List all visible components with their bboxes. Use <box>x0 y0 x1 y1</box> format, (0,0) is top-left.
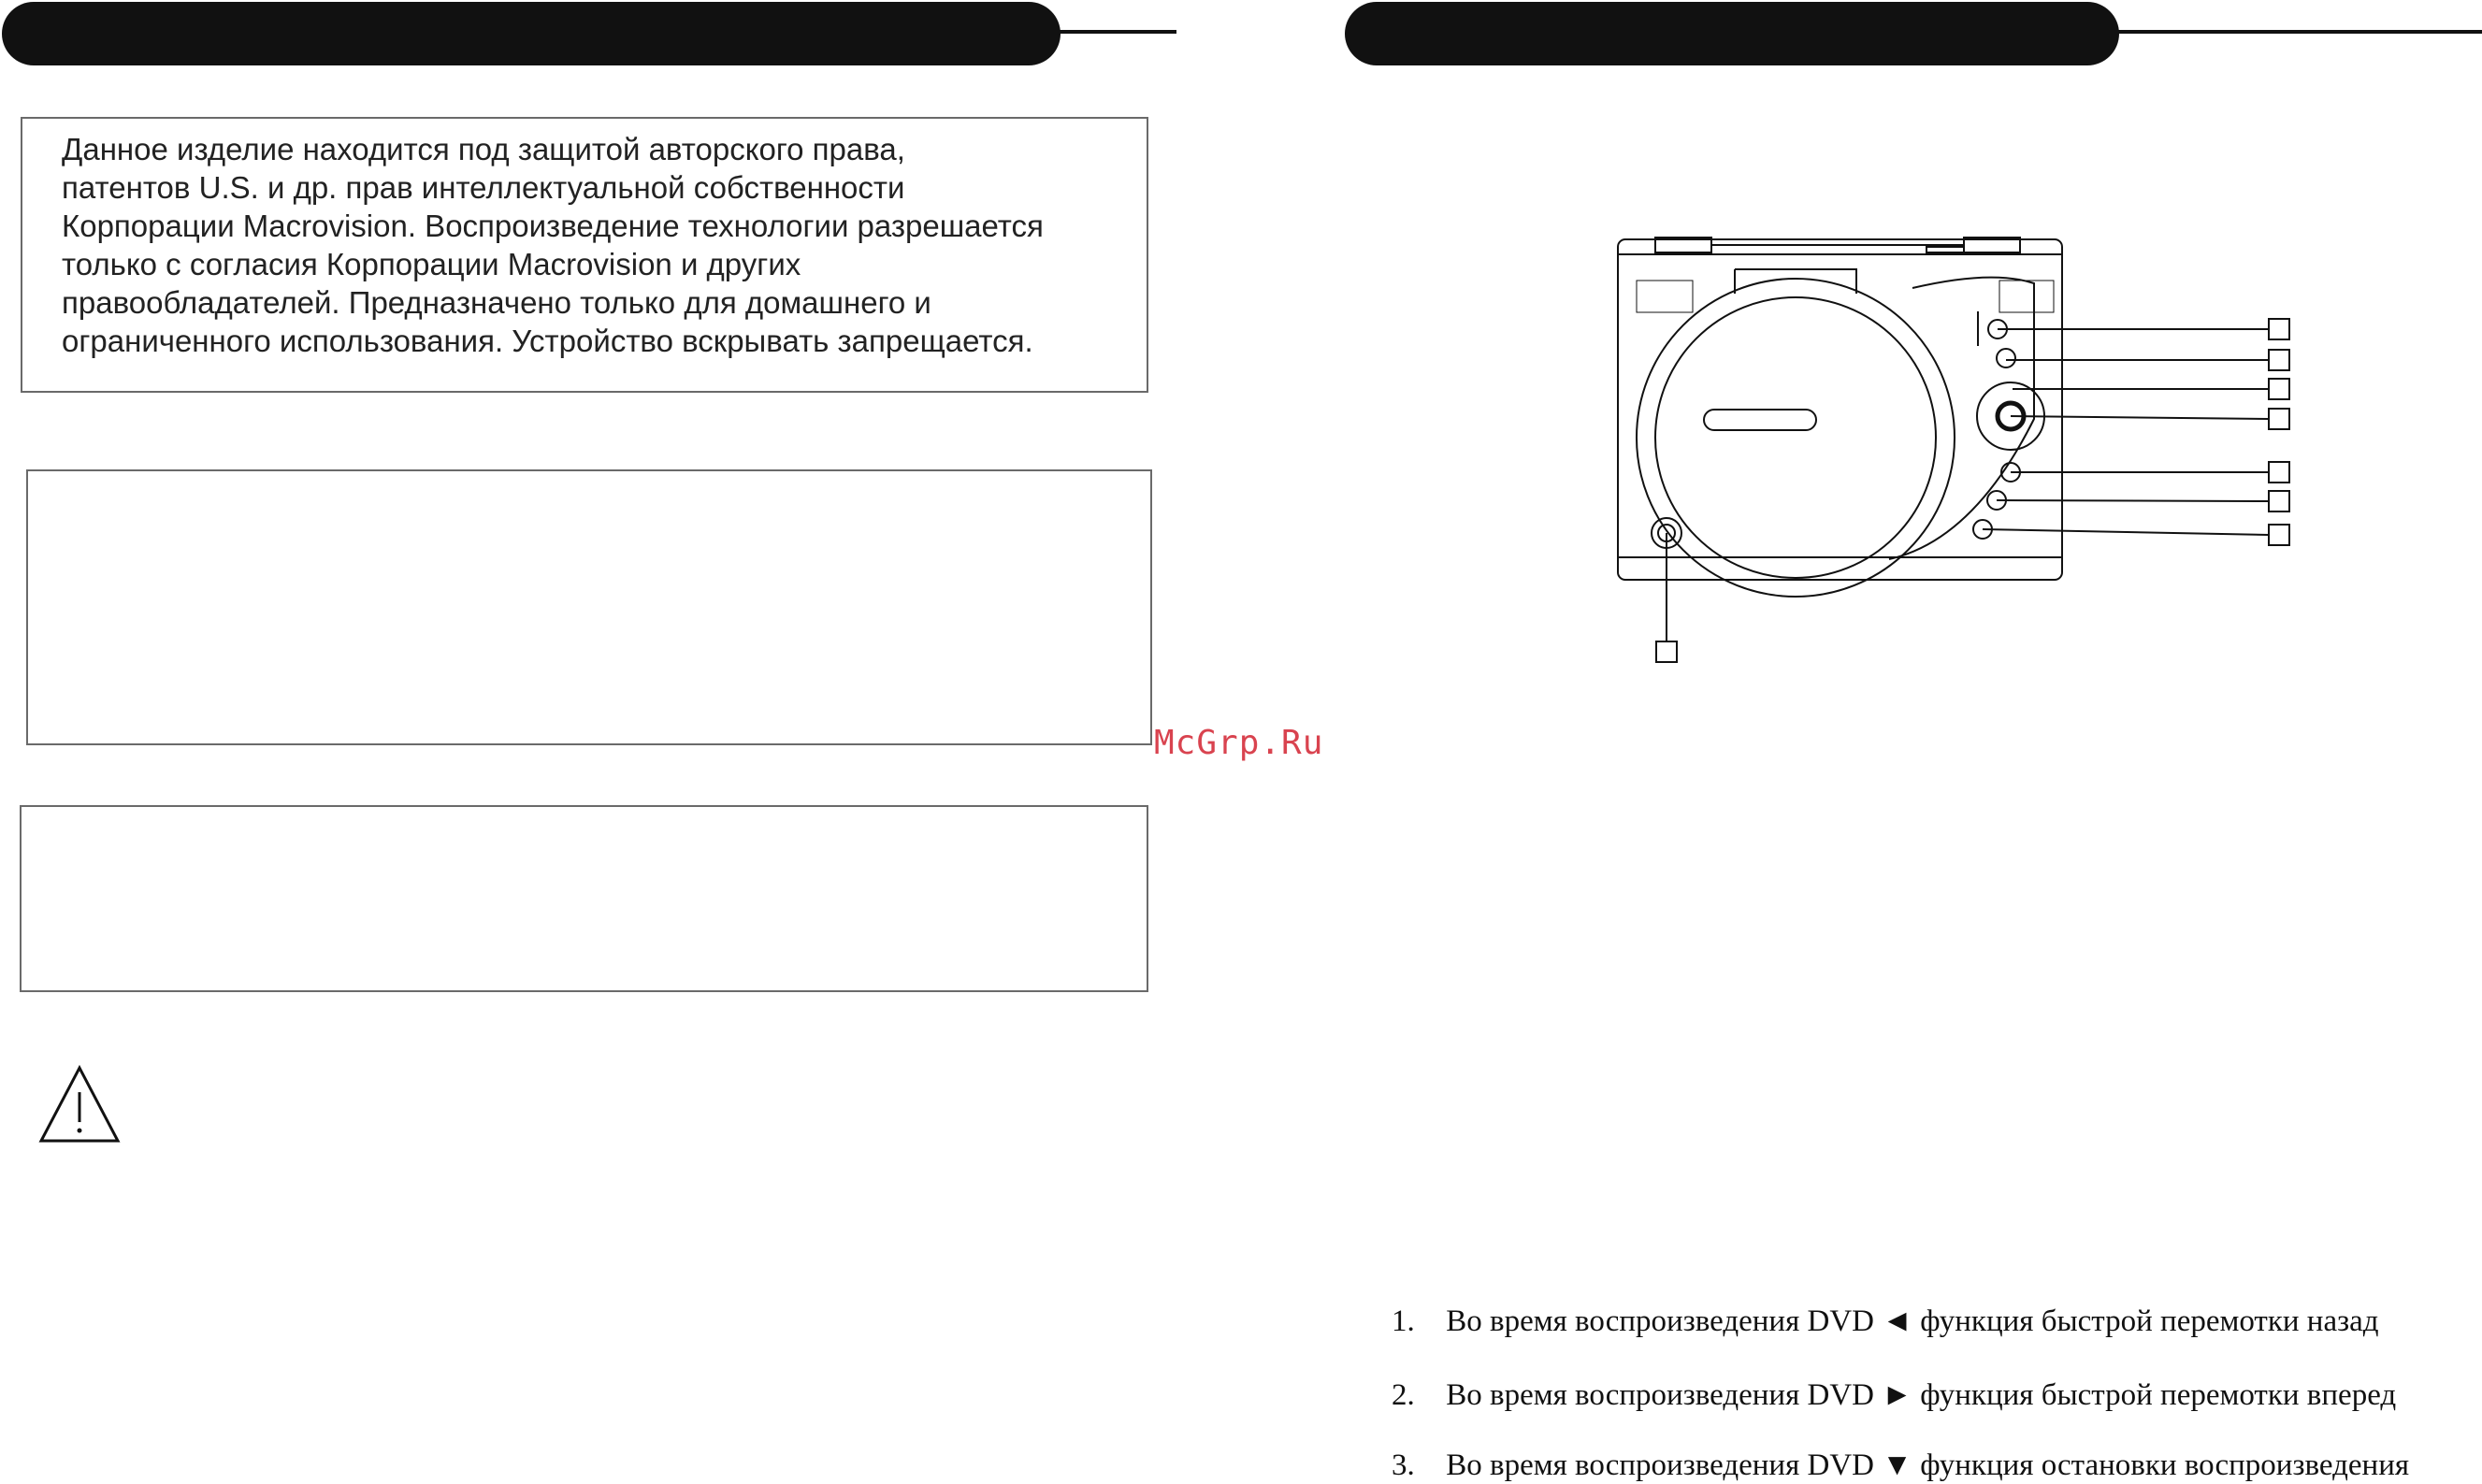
copyright-notice-box <box>21 117 1148 393</box>
left-header-bar <box>2 2 1061 65</box>
empty-notice-box-2 <box>20 805 1148 992</box>
step-item-1 <box>1392 1304 2379 1339</box>
arrow-down-icon: ▼ <box>1882 1448 1912 1482</box>
watermark-text: McGrp.Ru <box>1154 724 1324 762</box>
device-front-panel-diagram <box>1609 232 2310 671</box>
step-item-3 <box>1392 1448 2409 1483</box>
step-number: 1. <box>1392 1304 1415 1338</box>
step-number: 2. <box>1392 1378 1415 1412</box>
step-text-before: Во время воспроизведения DVD <box>1446 1448 1875 1482</box>
left-header-rule <box>1029 30 1176 34</box>
step-item-2 <box>1392 1378 2396 1413</box>
step-text-after: функция быстрой перемотки назад <box>1920 1304 2379 1338</box>
copyright-notice-text: Данное изделие находится под защитой авторского права, патентов U.S. и др. прав интеллектуальной собственности Корпорации Macrovision. Воспроизведение технологии разрешается только с согласия Корпорации Macrovision и других правообладателей. Предназначено только для домашнего и ограниченного использования. Устройство вскрывать запрещается. <box>62 132 1044 358</box>
step-text-before: Во время воспроизведения DVD <box>1446 1378 1875 1412</box>
step-text-before: Во время воспроизведения DVD <box>1446 1304 1875 1338</box>
step-text-after: функция остановки воспроизведения <box>1920 1448 2410 1482</box>
arrow-left-icon: ◄ <box>1882 1304 1912 1338</box>
empty-notice-box-1 <box>26 469 1152 745</box>
right-header-bar <box>1345 2 2119 65</box>
step-number: 3. <box>1392 1448 1415 1482</box>
warning-triangle-icon <box>37 1064 122 1145</box>
arrow-right-icon: ► <box>1882 1378 1912 1412</box>
right-header-rule <box>2095 30 2482 34</box>
step-text-after: функция быстрой перемотки вперед <box>1920 1378 2397 1412</box>
